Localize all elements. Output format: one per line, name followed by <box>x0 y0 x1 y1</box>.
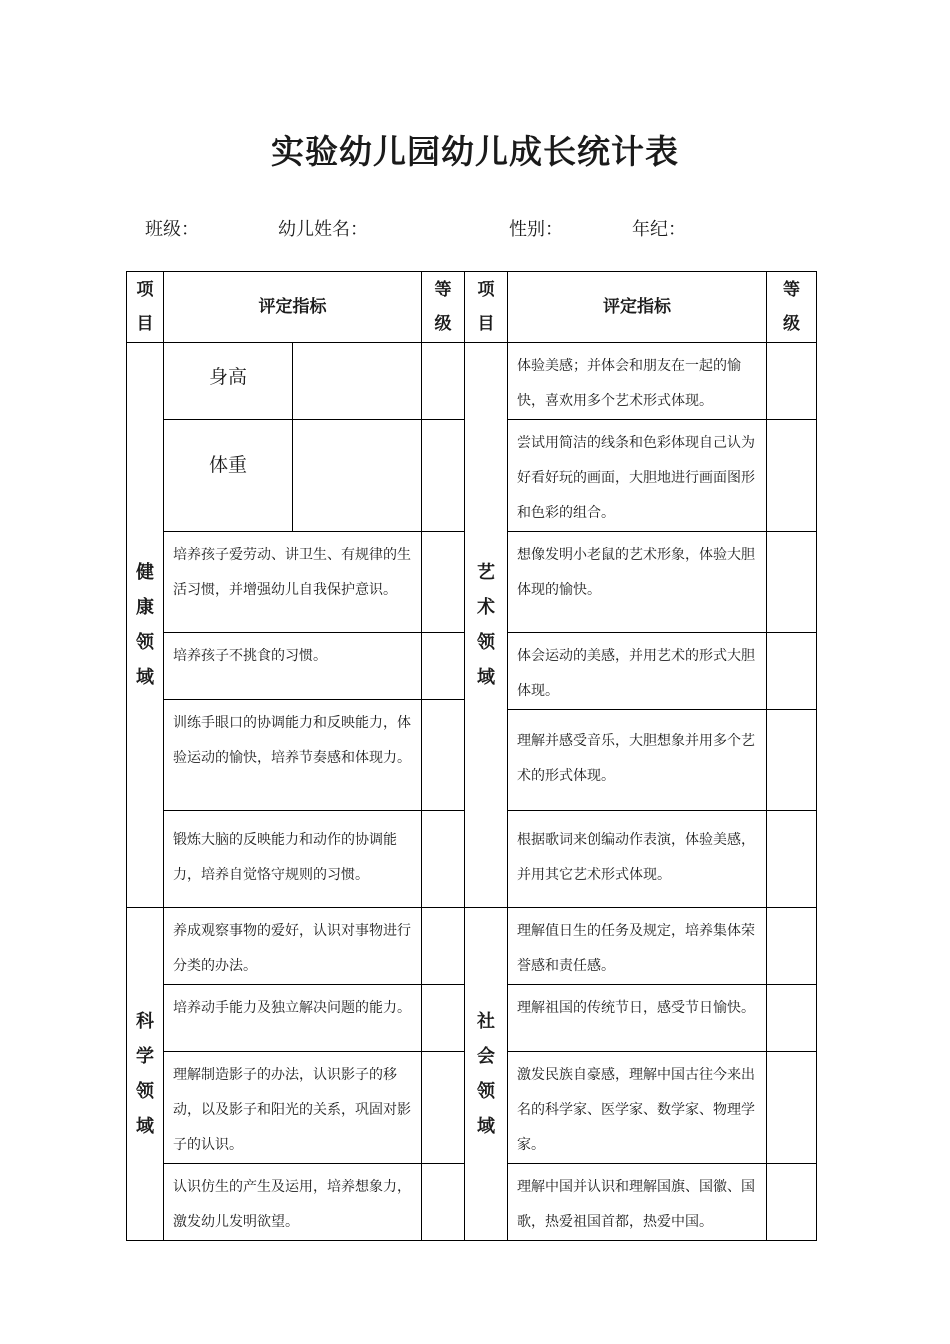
grade-cell[interactable] <box>767 633 817 710</box>
art-indicator: 体验美感；并体会和朋友在一起的愉快，喜欢用多个艺术形式体现。 <box>508 343 767 420</box>
weight-value-cell[interactable] <box>293 420 422 532</box>
social-indicator: 理解中国并认识和理解国旗、国徽、国歌，热爱祖国首都，热爱中国。 <box>508 1164 767 1241</box>
art-indicator: 体会运动的美感，并用艺术的形式大胆体现。 <box>508 633 767 710</box>
science-indicator: 认识仿生的产生及运用，培养想象力，激发幼儿发明欲望。 <box>164 1164 422 1241</box>
science-indicator: 养成观察事物的爱好，认识对事物进行分类的办法。 <box>164 908 422 985</box>
art-indicator: 理解并感受音乐，大胆想象并用多个艺术的形式体现。 <box>508 710 767 811</box>
grade-cell[interactable] <box>767 1052 817 1164</box>
grade-cell[interactable] <box>422 343 465 420</box>
header-grade-2: 等 级 <box>767 272 817 343</box>
category-science: 科 学 领 域 <box>127 908 164 1241</box>
table-row <box>127 908 817 985</box>
growth-statistics-table <box>126 271 817 1241</box>
category-art: 艺 术 领 域 <box>465 343 508 908</box>
page-title: 实验幼儿园幼儿成长统计表 <box>271 132 679 171</box>
table-row <box>127 343 817 420</box>
grade-cell[interactable] <box>767 532 817 633</box>
height-label: 身高 <box>164 343 293 420</box>
child-name-label: 幼儿姓名： <box>278 219 368 240</box>
grade-cell[interactable] <box>767 985 817 1052</box>
class-label: 班级： <box>145 219 199 240</box>
grade-cell[interactable] <box>422 1164 465 1241</box>
grade-cell[interactable] <box>422 700 465 811</box>
header-indicator-2: 评定指标 <box>508 272 767 343</box>
grade-cell[interactable] <box>422 532 465 633</box>
header-indicator: 评定指标 <box>164 272 422 343</box>
social-indicator: 激发民族自豪感，理解中国古往今来出名的科学家、医学家、数学家、物理学家。 <box>508 1052 767 1164</box>
grade-cell[interactable] <box>422 908 465 985</box>
health-indicator: 培养孩子爱劳动、讲卫生、有规律的生活习惯，并增强幼儿自我保护意识。 <box>164 532 422 633</box>
grade-cell[interactable] <box>767 343 817 420</box>
health-indicator: 训练手眼口的协调能力和反映能力，体验运动的愉快，培养节奏感和体现力。 <box>164 700 422 811</box>
health-indicator: 培养孩子不挑食的习惯。 <box>164 633 422 700</box>
grade-cell[interactable] <box>767 908 817 985</box>
grade-cell[interactable] <box>767 811 817 908</box>
grade-cell[interactable] <box>767 420 817 532</box>
grade-cell[interactable] <box>767 710 817 811</box>
grade-cell[interactable] <box>422 633 465 700</box>
grade-cell[interactable] <box>422 811 465 908</box>
weight-label: 体重 <box>164 420 293 532</box>
art-indicator: 想像发明小老鼠的艺术形象，体验大胆体现的愉快。 <box>508 532 767 633</box>
category-health: 健 康 领 域 <box>127 343 164 908</box>
grade-cell[interactable] <box>767 1164 817 1241</box>
gender-label: 性别： <box>509 219 563 240</box>
header-row <box>127 272 817 343</box>
social-indicator: 理解祖国的传统节日，感受节日愉快。 <box>508 985 767 1052</box>
header-grade: 等 级 <box>422 272 465 343</box>
height-value-cell[interactable] <box>293 343 422 420</box>
header-item: 项 目 <box>127 272 164 343</box>
art-indicator: 尝试用简洁的线条和色彩体现自己认为好看好玩的画面，大胆地进行画面图形和色彩的组合。 <box>508 420 767 532</box>
science-indicator: 培养动手能力及独立解决问题的能力。 <box>164 985 422 1052</box>
health-indicator: 锻炼大脑的反映能力和动作的协调能力，培养自觉恪守规则的习惯。 <box>164 811 422 908</box>
age-label: 年纪： <box>632 219 686 240</box>
grade-cell[interactable] <box>422 420 465 532</box>
science-indicator: 理解制造影子的办法，认识影子的移动，以及影子和阳光的关系，巩固对影子的认识。 <box>164 1052 422 1164</box>
category-social: 社 会 领 域 <box>465 908 508 1241</box>
grade-cell[interactable] <box>422 985 465 1052</box>
header-item-2: 项 目 <box>465 272 508 343</box>
art-indicator: 根据歌词来创编动作表演，体验美感，并用其它艺术形式体现。 <box>508 811 767 908</box>
grade-cell[interactable] <box>422 1052 465 1164</box>
social-indicator: 理解值日生的任务及规定，培养集体荣誉感和责任感。 <box>508 908 767 985</box>
